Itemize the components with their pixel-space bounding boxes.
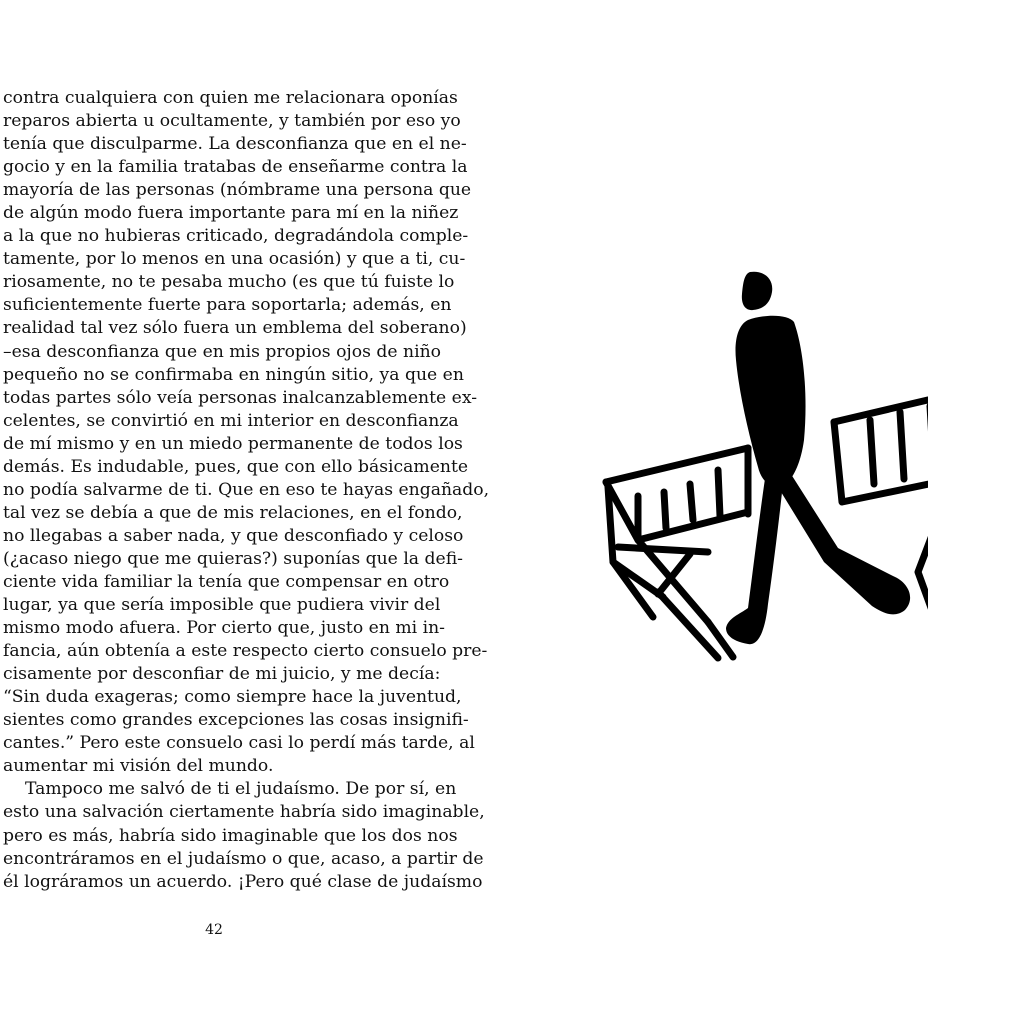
text-line: pequeño no se confirmaba en ningún sitio, ya que en [3, 364, 464, 385]
text-line: reparos abierta u ocultamente, y también por eso yo [3, 111, 461, 132]
text-line: lugar, ya que sería imposible que pudiera vivir del [3, 595, 441, 616]
text-line: ciente vida familiar la tenía que compensar en otro [3, 571, 450, 592]
text-line: “Sin duda exageras; como siempre hace la juventud, [3, 687, 462, 708]
text-line: esto una salvación ciertamente habría sido imaginable, [3, 802, 485, 823]
text-line: a la que no hubieras criticado, degradándola comple- [3, 226, 469, 247]
text-line: fancia, aún obtenía a este respecto cierto consuelo pre- [3, 641, 488, 662]
text-line: todas partes sólo veía personas inalcanzablemente ex- [3, 387, 478, 408]
page-number: 42 [205, 922, 223, 938]
text-line: mayoría de las personas (nómbrame una persona que [3, 180, 472, 201]
text-line: sientes como grandes excepciones las cosas insignifi- [3, 710, 469, 731]
text-line: no podía salvarme de ti. Que en eso te hayas engañado, [3, 479, 490, 500]
text-line: celentes, se convirtió en mi interior en desconfianza [3, 410, 459, 431]
text-line: realidad tal vez sólo fuera un emblema del soberano) [3, 318, 467, 339]
text-line: –esa desconfianza que en mis propios ojos de niño [3, 341, 441, 362]
text-line: tal vez se debía a que de mis relaciones, en el fondo, [3, 502, 463, 523]
text-line: pero es más, habría sido imaginable que los dos nos [3, 825, 458, 846]
text-line: cantes.” Pero este consuelo casi lo perdí más tarde, al [3, 733, 475, 754]
text-line: aumentar mi visión del mundo. [3, 756, 274, 777]
text-line: él lográramos un acuerdo. ¡Pero qué clase de judaísmo [3, 871, 483, 892]
text-line: cisamente por desconfiar de mi juicio, y me decía: [3, 664, 441, 685]
text-line: no llegabas a saber nada, y que desconfiado y celoso [3, 525, 464, 546]
ink-sketch-figure-between-chairs-icon [598, 262, 928, 672]
text-line: tenía que disculparme. La desconfianza que en el ne- [3, 134, 467, 155]
text-line: gocio y en la familia tratabas de enseñarme contra la [3, 157, 468, 178]
text-line: suficientemente fuerte para soportarla; además, en [3, 295, 452, 316]
text-line: tamente, por lo menos en una ocasión) y que a ti, cu- [3, 249, 466, 270]
text-line: (¿acaso niego que me quieras?) suponías que la defi- [3, 548, 463, 569]
text-line: encontráramos en el judaísmo o que, acaso, a partir de [3, 848, 484, 869]
text-line: riosamente, no te pesaba mucho (es que tú fuiste lo [3, 272, 455, 293]
text-line: contra cualquiera con quien me relacionara oponías [3, 88, 458, 108]
text-line: de mí mismo y en un miedo permanente de todos los [3, 433, 463, 454]
text-line: demás. Es indudable, pues, que con ello básicamente [3, 456, 469, 477]
body-text [3, 87, 490, 894]
text-line: mismo modo afuera. Por cierto que, justo en mi in- [3, 618, 445, 639]
text-line: de algún modo fuera importante para mí en la niñez [3, 203, 459, 224]
text-line: Tampoco me salvó de ti el judaísmo. De por sí, en [25, 779, 457, 800]
figure-front-leg [726, 472, 784, 644]
figure-head [742, 272, 772, 310]
